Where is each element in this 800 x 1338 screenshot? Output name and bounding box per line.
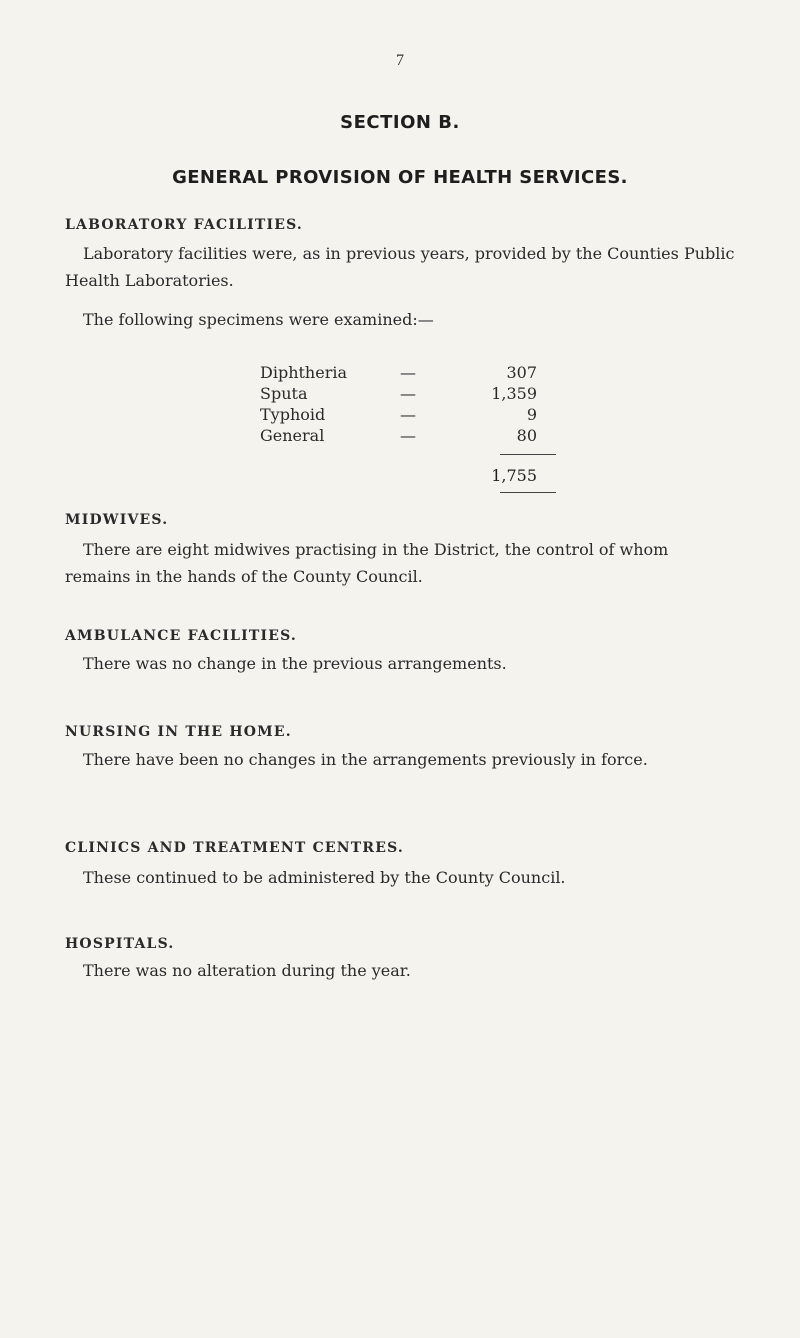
page-title: GENERAL PROVISION OF HEALTH SERVICES. <box>172 167 628 188</box>
nursing-heading: NURSING IN THE HOME. <box>65 724 292 740</box>
specimen-name: Typhoid <box>260 405 326 424</box>
specimen-table <box>260 362 565 485</box>
specimen-row <box>260 404 565 425</box>
specimen-row <box>260 383 565 404</box>
midwives-paragraph: There are eight midwives practising in the District, the control of whom remains in the hands of the County Council. <box>65 540 669 586</box>
specimen-row <box>260 362 565 383</box>
specimen-dash: — <box>400 363 416 382</box>
specimens-intro: The following specimens were examined:— <box>83 310 434 329</box>
specimen-name: Sputa <box>260 384 308 403</box>
specimen-value: 80 <box>516 426 537 445</box>
hospitals-paragraph: There was no alteration during the year. <box>83 961 411 980</box>
specimen-value: 9 <box>526 405 537 424</box>
specimen-value: 307 <box>506 363 537 382</box>
ambulance-paragraph: There was no change in the previous arrangements. <box>83 654 507 673</box>
laboratory-heading: LABORATORY FACILITIES. <box>65 217 303 233</box>
clinics-heading: CLINICS AND TREATMENT CENTRES. <box>65 840 404 856</box>
midwives-heading: MIDWIVES. <box>65 512 169 528</box>
laboratory-paragraph: Laboratory facilities were, as in previous years, provided by the Counties Public Health Laboratories. <box>65 244 735 290</box>
specimen-row <box>260 425 565 446</box>
hospitals-heading: HOSPITALS. <box>65 936 175 952</box>
specimen-dash: — <box>400 384 416 403</box>
specimen-value: 1,359 <box>491 384 537 403</box>
nursing-paragraph: There have been no changes in the arrangements previously in force. <box>83 750 648 769</box>
specimen-dash: — <box>400 405 416 424</box>
total-rule-top <box>500 454 556 455</box>
ambulance-heading: AMBULANCE FACILITIES. <box>65 628 297 644</box>
specimen-name: General <box>260 426 325 445</box>
section-title: SECTION B. <box>340 112 460 133</box>
specimen-total: 1,755 <box>491 466 537 485</box>
clinics-paragraph: These continued to be administered by the County Council. <box>83 868 566 887</box>
specimen-name: Diphtheria <box>260 363 347 382</box>
total-rule-bottom <box>500 492 556 493</box>
page-number: 7 <box>396 52 404 69</box>
specimen-dash: — <box>400 426 416 445</box>
